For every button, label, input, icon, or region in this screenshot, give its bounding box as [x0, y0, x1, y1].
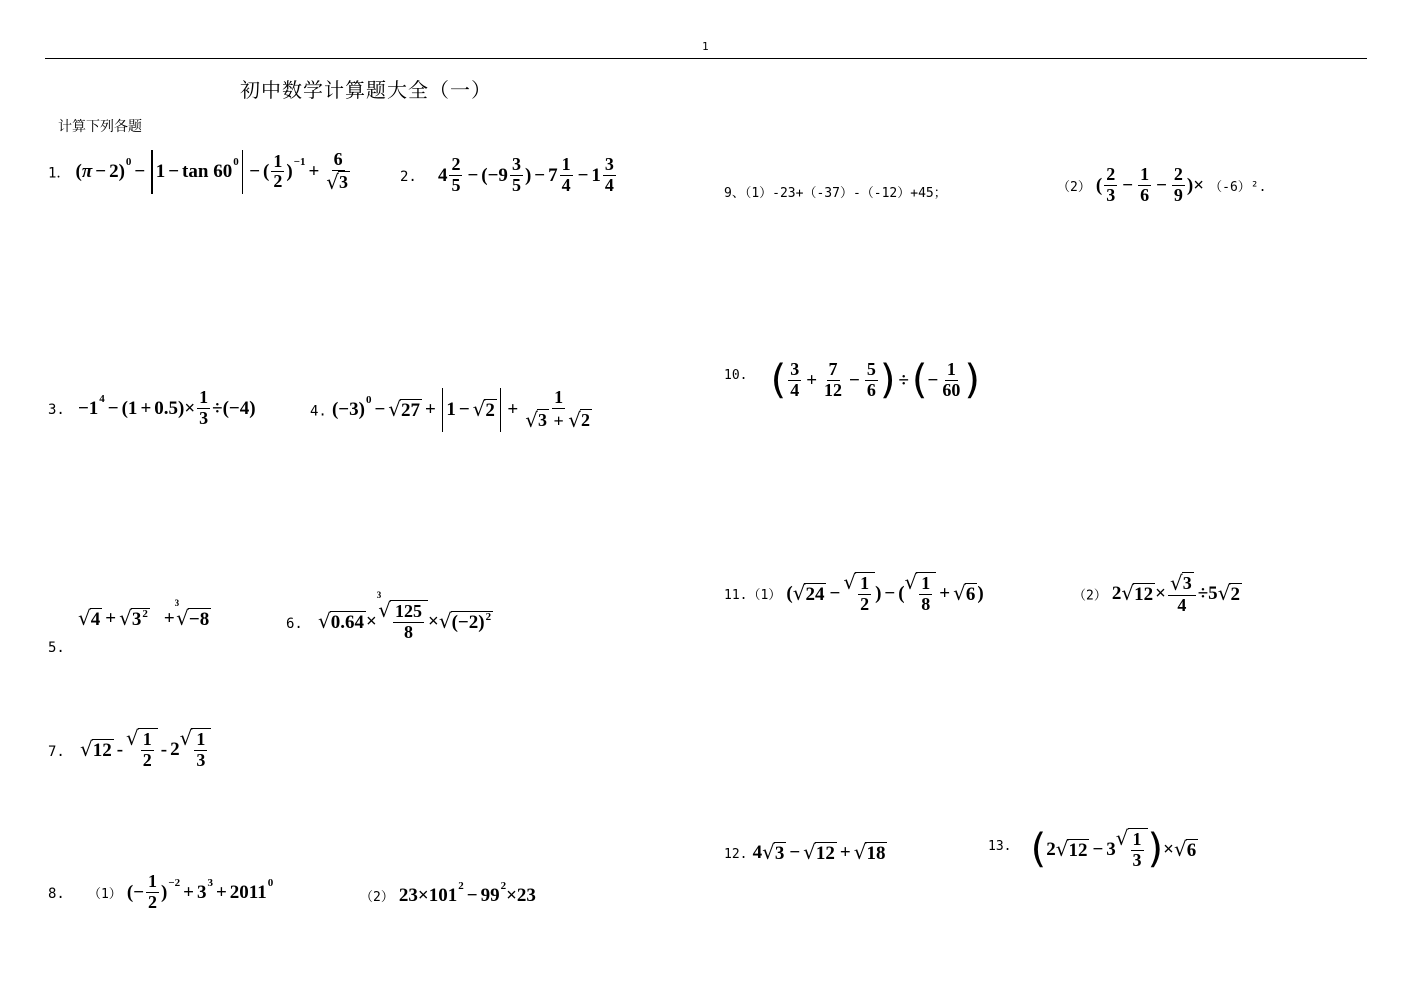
question-6 [286, 590, 493, 643]
question-3-label: 3. [48, 401, 65, 418]
question-6-formula: √ 0.64 × 3 √ $\frac{125}{8}$ × √ (−2) 2 [317, 590, 492, 642]
question-7 [48, 728, 211, 771]
question-4-label: 4. [310, 403, 327, 420]
question-8-label: 8. [48, 885, 65, 902]
question-4-formula: (−3) 0 − √ 27 + 1 − √ 2 + 1 √ 3 + √ 2 [331, 387, 591, 432]
question-12-label: 12. [724, 847, 748, 862]
question-11-part-2-formula: 2 √ 12 × √ 3 4 ÷5 √ 2 [1111, 571, 1240, 615]
question-3 [48, 388, 256, 429]
question-9-part-2-tail: （-6）². [1209, 179, 1267, 195]
question-7-formula: √ 12 - √ $\frac{1}{2}$ - 2 √ $\frac{1}{3}$ [80, 728, 211, 771]
question-11-part-2 [1073, 572, 1242, 616]
question-1-formula: ( π − 2) 0 − 1 − tan 60 0 − ( $\frac{1}{2}$ ) −1 + 6 √ 3 [75, 149, 349, 194]
question-8-part-2-formula: 23×101 2 − 99 2 ×23 [398, 880, 536, 906]
page-number: 1 [702, 40, 709, 53]
question-9-part-2 [1057, 165, 1266, 206]
question-9-part-2-formula: ( $\frac{2}{3}$ − $\frac{1}{6}$ − $\frac{2}{9}$ )× [1095, 164, 1205, 205]
question-7-label: 7. [48, 743, 65, 760]
question-1-label: 1． [48, 165, 71, 182]
question-10-formula: ( $\frac{3}{4}$ + $\frac{7}{12}$ − $\frac{5}{6}$ ) ÷ ( − $\frac{1}{60}$ ) [770, 357, 980, 404]
question-11-part-2-label: （2） [1073, 588, 1107, 604]
question-5-formula: √ 4 + √ 3 2 + 3 √ −8 [78, 598, 210, 630]
question-5-label: 5. [48, 640, 65, 656]
question-12 [724, 842, 887, 863]
question-8-part-1-formula: (− $\frac{1}{2}$ ) −2 + 3 3 + 2011 0 [126, 871, 274, 912]
question-6-label: 6. [286, 615, 303, 632]
question-8-part-1-label: （1） [87, 886, 122, 902]
question-9-part-2-label: （2） [1057, 179, 1091, 195]
question-8-part-2-label: （2） [360, 890, 394, 905]
question-9 [724, 182, 947, 201]
question-4 [310, 388, 596, 432]
question-2-formula: 4 $\frac{2}{5}$ − (−9 $\frac{3}{5}$ ) − 7 $\frac{1}{4}$ − 1 $\frac{3}{4}$ [437, 154, 614, 195]
question-13 [988, 828, 1198, 871]
instruction-text: 计算下列各题 [58, 119, 142, 135]
question-5 [48, 637, 65, 656]
question-3-formula: −1 4 − (1 + 0.5)× $\frac{1}{3}$ ÷(−4) [77, 387, 256, 428]
question-1 [48, 150, 354, 194]
question-2 [400, 155, 618, 196]
question-13-formula: ( 2 √ 12 − 3 √ $\frac{1}{3}$ ) × √ 6 [1030, 826, 1197, 873]
question-13-label: 13. [988, 839, 1012, 855]
question-9-label: 9、 [724, 186, 745, 201]
question-11 [724, 572, 984, 615]
question-12-formula: 4 √ 3 − √ 12 + √ 18 [752, 840, 886, 864]
header-rule [45, 58, 1367, 59]
page-title: 初中数学计算题大全（一） [240, 78, 492, 102]
question-2-label: 2. [400, 168, 417, 185]
question-9-part-1: （1）-23+（-37）-（-12）+45； [744, 186, 947, 201]
question-10-label: 10. [724, 368, 748, 384]
question-8-part-2 [360, 880, 536, 906]
question-10 [724, 357, 980, 404]
question-11-part-1-formula: ( √ 24 − √ $\frac{1}{2}$ ) − ( √ $\frac{1}{8}$ + √ 6 ) [786, 570, 984, 614]
question-8 [48, 872, 273, 913]
question-11-label: 11.（1） [724, 587, 782, 603]
